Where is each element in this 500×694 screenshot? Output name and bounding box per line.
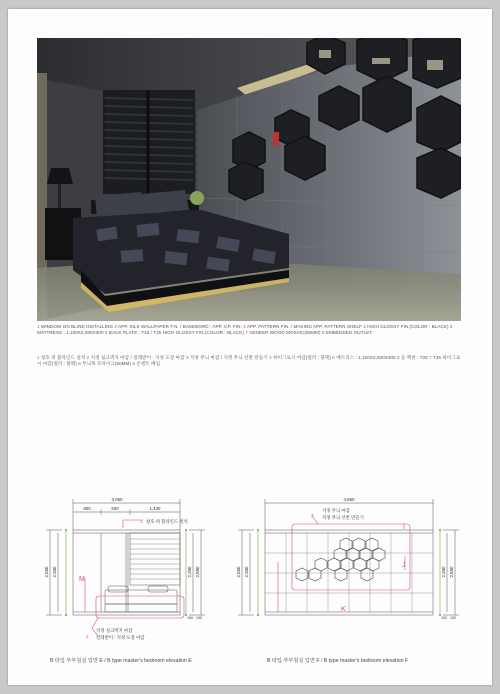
caption-num: 5 bbox=[449, 324, 453, 329]
elevation-f-title: B 타입 부부침실 입면 F / B type master's bedroom elevation F bbox=[267, 658, 409, 664]
caption-num: 4 bbox=[269, 355, 272, 360]
dim-height-e: 2,850 bbox=[195, 566, 200, 578]
callout-text: 지정 무늬 선반 만들기 bbox=[322, 515, 364, 520]
dim-height-e: 2,350 bbox=[52, 566, 57, 578]
caption-num: 9 bbox=[132, 361, 135, 367]
dim-height-f: 2,350 bbox=[441, 566, 446, 578]
marker-j: J bbox=[402, 562, 406, 569]
marker-i: I bbox=[403, 524, 405, 531]
dim-overall-f: 4,860 bbox=[343, 497, 355, 502]
caption-text: 지정 실크벽지 마감 / 걸레받이 : 지정 도장 마감 bbox=[90, 355, 185, 360]
callout-text: 지정 실크벽지 마감 bbox=[96, 628, 133, 633]
caption-num: 3 bbox=[243, 324, 246, 329]
caption-num: 7 bbox=[245, 330, 248, 336]
elevation-e-title: B 타입 부부침실 입면 E / B type master's bedroom elevation E bbox=[50, 658, 192, 664]
caption-num: 3 bbox=[185, 355, 189, 360]
callout-text: 걸레받이 : 지정 도장 마감 bbox=[96, 635, 145, 640]
caption-num: 2 bbox=[114, 324, 118, 329]
dim-base-e: 100 bbox=[196, 616, 202, 620]
caption-text: WINDOW ON BLIND INSTALLING bbox=[40, 324, 114, 329]
caption-text: EMBEDDED OUTLET bbox=[325, 330, 373, 336]
caption-num: 1 bbox=[37, 355, 40, 360]
marker-m: M bbox=[79, 576, 85, 583]
caption-num: 4 bbox=[363, 324, 366, 329]
caption-text: APP. PATTERN FIN. / MAKING APP. PATTERN SHELF bbox=[246, 324, 362, 329]
caption-text: 무늬목 모자이크(50MM) bbox=[82, 361, 132, 367]
dim-segment-e: 1,430 bbox=[149, 506, 161, 511]
caption-text: HIGH GLOSSY FIN.(COLOR : BLACK) bbox=[367, 324, 449, 329]
caption-text: T25 하이그로시 마감(컬러 : 블랙) bbox=[37, 355, 461, 367]
dim-segment-e: 830 bbox=[111, 506, 119, 511]
caption-text: 지정 무늬 마감 / 지정 무늬 선반 만들기 bbox=[189, 355, 268, 360]
caption-text: 콘센트 매입 bbox=[136, 361, 161, 367]
caption-text: 하이그로시 마감(컬러 : 블랙) bbox=[273, 355, 331, 360]
caption-num: 6 bbox=[397, 355, 400, 360]
caption-num: 6 bbox=[104, 330, 108, 336]
dim-height-e: 2,850 bbox=[44, 566, 49, 578]
caption-text: 등 백판 : T25 bbox=[400, 355, 428, 360]
caption-text: VENEER WOOD MOSAIC(50MM) bbox=[249, 330, 321, 336]
dim-segment-e: 800 bbox=[83, 506, 91, 511]
callout-text: 창호 위 블라인드 설치 bbox=[146, 519, 188, 524]
caption-text: 창호 위 블라인드 설치 bbox=[40, 355, 86, 360]
caption-text: APP. SILK WALLPAPER F.N. / BASEBORD : APP. V.P. FIN. bbox=[118, 324, 242, 329]
caption-text: 매트리스 : 1,100X2,000X300 bbox=[336, 355, 396, 360]
callout-num: 3 bbox=[311, 513, 314, 518]
dim-base-f: 100 bbox=[450, 616, 456, 620]
dim-overall-e: 3,060 bbox=[111, 497, 123, 502]
dim-height-f: 2,850 bbox=[449, 566, 454, 578]
callout-num: 2 bbox=[86, 634, 89, 639]
dim-base-e: 100 bbox=[187, 616, 193, 620]
caption-num: 8 bbox=[321, 330, 325, 336]
dim-height-f: 2,350 bbox=[244, 566, 249, 578]
dim-height-f: 2,850 bbox=[236, 566, 241, 578]
dim-height-e: 2,350 bbox=[187, 566, 192, 578]
marker-k: K bbox=[341, 606, 346, 613]
dim-base-f: 100 bbox=[441, 616, 447, 620]
caption-num: 8 bbox=[78, 361, 81, 367]
caption-num: 5 bbox=[332, 355, 335, 360]
caption-num: 1 bbox=[37, 324, 40, 329]
caption-text: BACK PLATE : T25 / T25 HIGH GLOSSY FIN.(COLOR : BLACK) bbox=[108, 330, 244, 336]
caption-num: 7 bbox=[429, 355, 432, 360]
caption-text: MATTRESS : 1,100X2,000X300 bbox=[37, 330, 104, 336]
callout-num: 1 bbox=[140, 519, 143, 524]
caption-num: 2 bbox=[86, 355, 90, 360]
callout-text: 지정 무늬 마감 bbox=[322, 508, 350, 513]
